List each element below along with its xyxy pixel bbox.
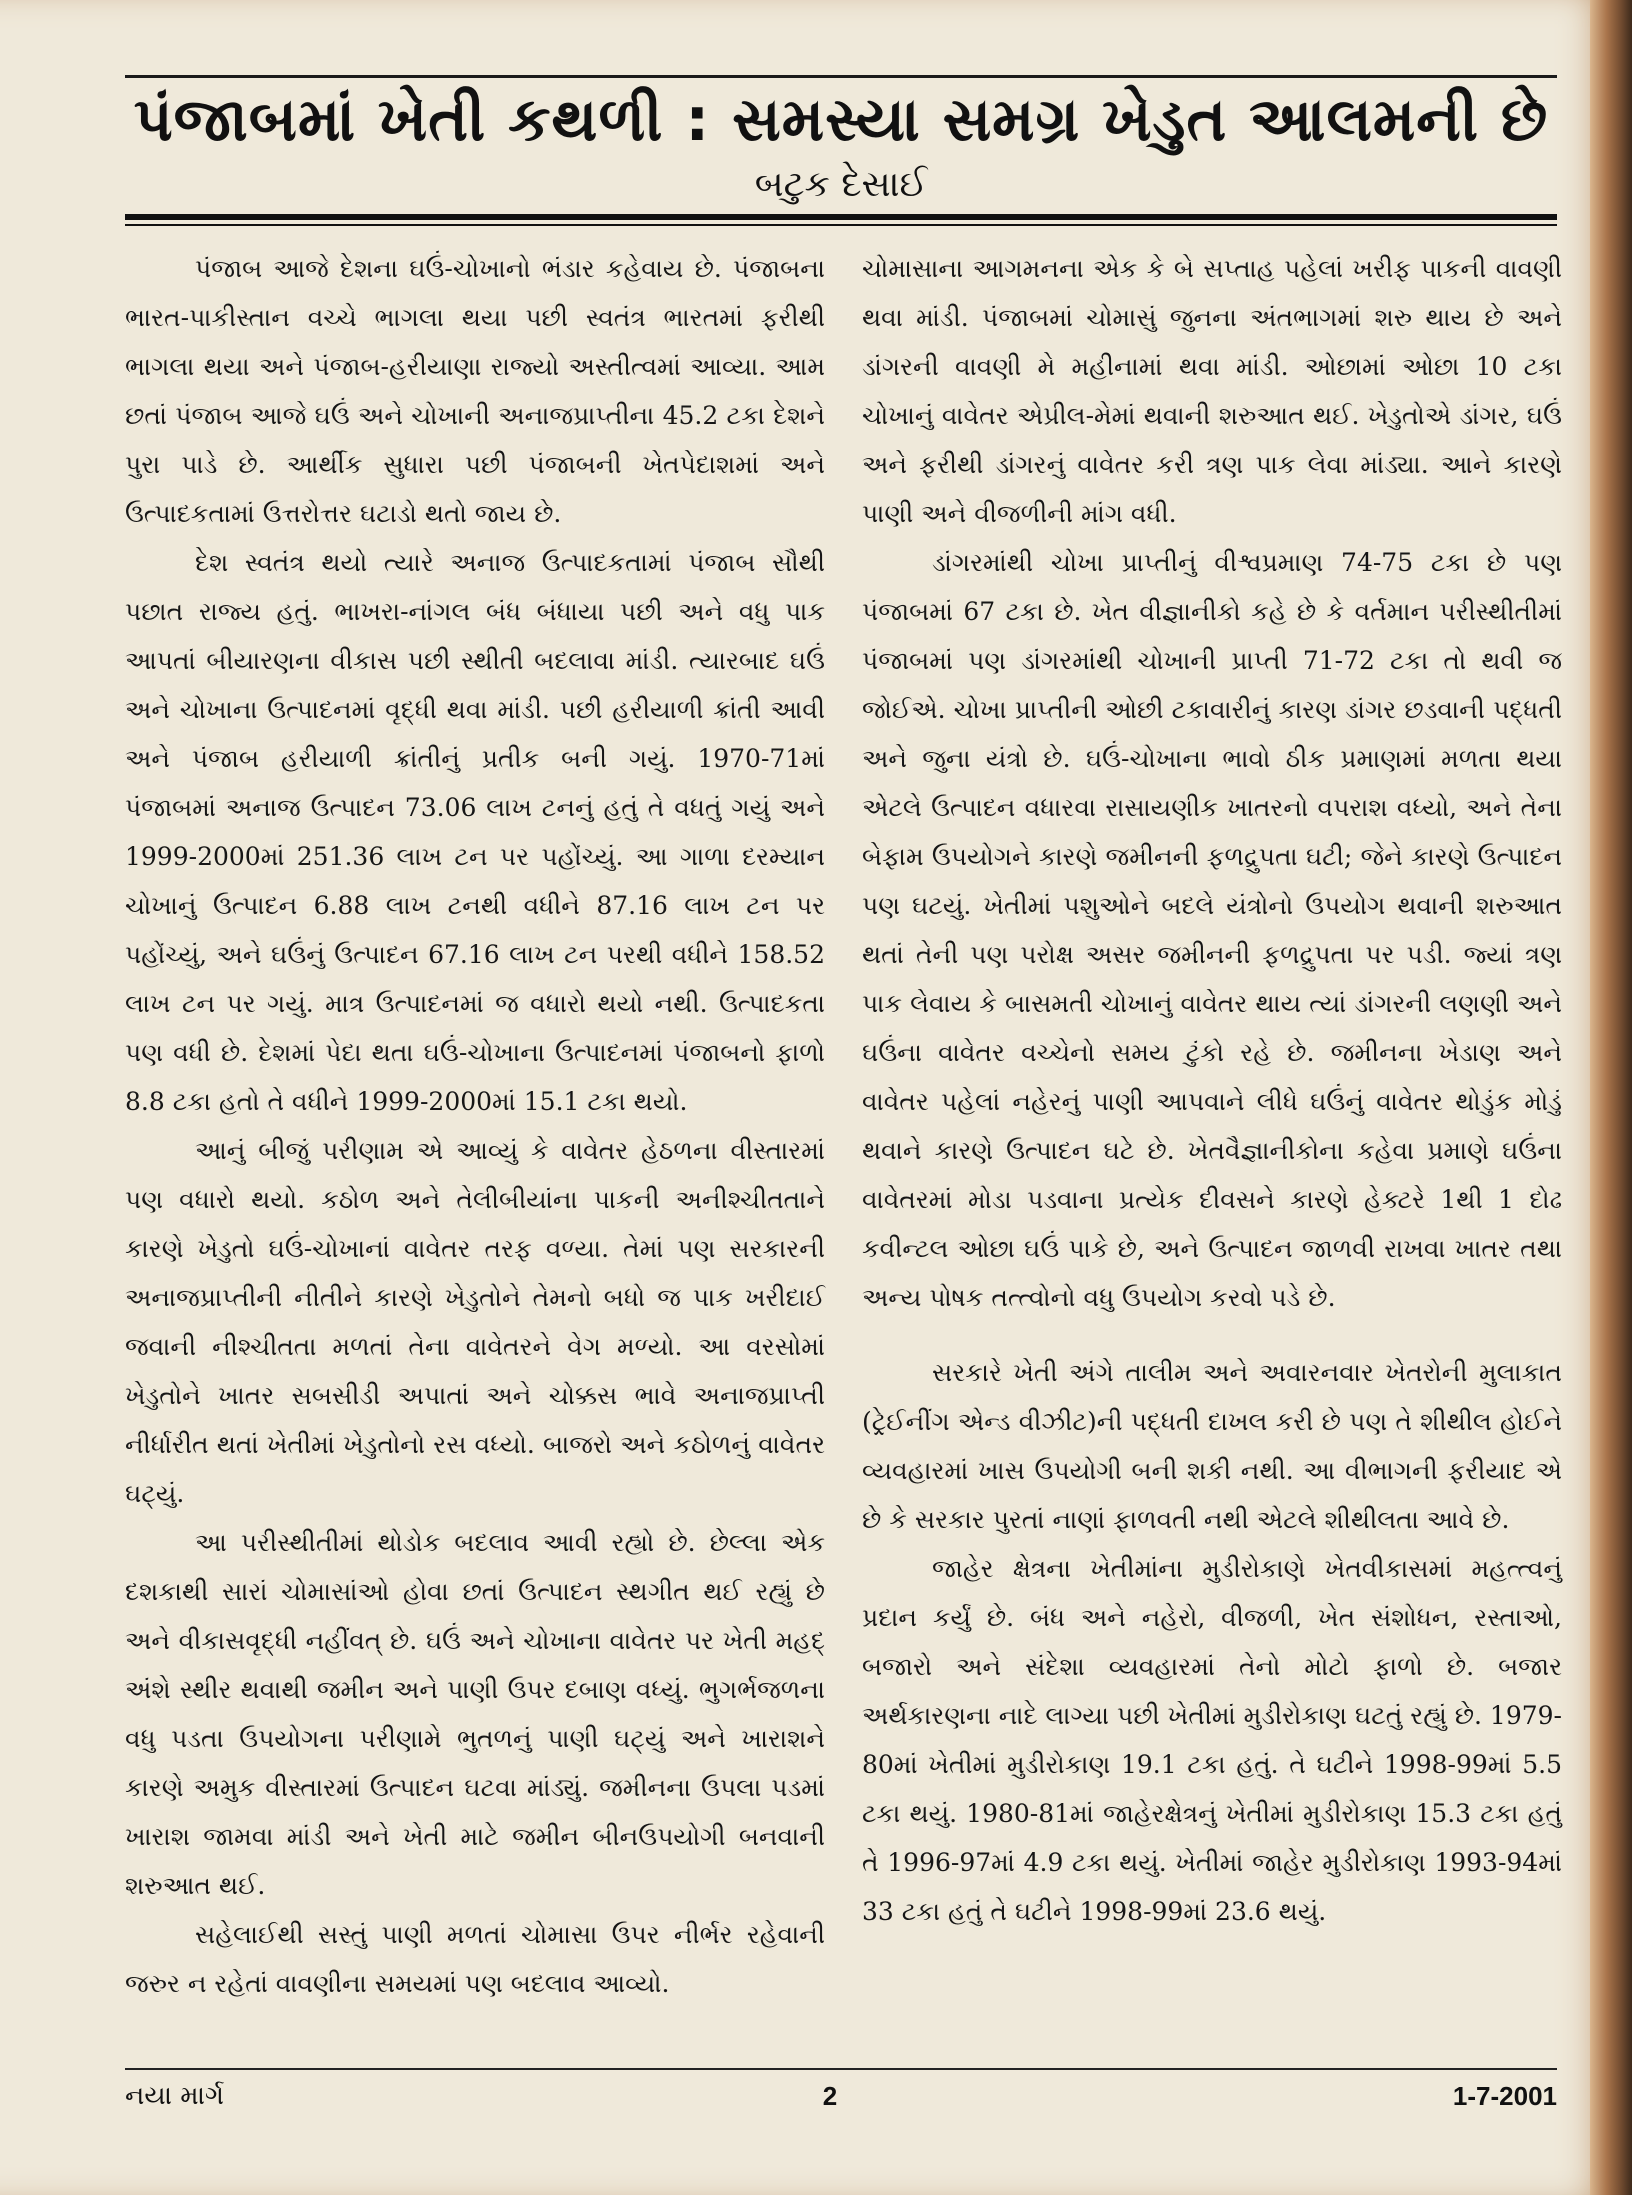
paragraph: સરકારે ખેતી અંગે તાલીમ અને અવારનવાર ખેતરોની મુલાકાત (ટ્રેઈનીંગ એન્ડ વીઝીટ)ની પદ્ધતી દાખલ કરી છે પણ તે શીથીલ હોઈને વ્યવહારમાં ખાસ ઉપયોગી બની શકી નથી. આ વીભાગની ફરીયાદ એ છે કે સરકાર પુરતાં નાણાં ફાળવતી નથી એટલે શીથીલતા આવે છે. [862, 1358, 1562, 1534]
article-headline: પંજાબમાં ખેતી કથળી : સમસ્યા સમગ્ર ખેડુત આલમની છે [133, 85, 1549, 155]
left-column [125, 244, 825, 2008]
header-rule-top [125, 75, 1557, 78]
right-column [862, 244, 1562, 1936]
page-number: 2 [822, 2081, 838, 2111]
paragraph: ડાંગરમાંથી ચોખા પ્રાપ્તીનું વીશ્વપ્રમાણ 74-75 ટકા છે પણ પંજાબમાં 67 ટકા છે. ખેત વીજ્ઞાનીકો કહે છે કે વર્તમાન પરીસ્થીતીમાં પંજાબમાં પણ ડાંગરમાંથી ચોખાની પ્રાપ્તી 71-72 ટકા તો થવી જ જોઈએ. ચોખા પ્રાપ્તીની ઓછી ટકાવારીનું કારણ ડાંગર છડવાની પદ્ધતી અને જુના યંત્રો છે. ઘઉં-ચોખાના ભાવો ઠીક પ્રમાણમાં મળતા થયા એટલે ઉત્પાદન વધારવા રાસાયણીક ખાતરનો વપરાશ વધ્યો, અને તેના બેફામ ઉપયોગને કારણે જમીનની ફળદ્રુપતા ઘટી; જેને કારણે ઉત્પાદન પણ ઘટયું. ખેતીમાં પશુઓને બદલે યંત્રોનો ઉપયોગ થવાની શરુઆત થતાં તેની પણ પરોક્ષ અસર જમીનની ફળદ્રુપતા પર પડી. જ્યાં ત્રણ પાક લેવાય કે બાસમતી ચોખાનું વાવેતર થાય ત્યાં ડાંગરની લણણી અને ઘઉંના વાવેતર વચ્ચેનો સમય ટુંકો રહે છે. જમીનના ખેડાણ અને વાવેતર પહેલાં નહેરનું પાણી આપવાને લીધે ઘઉંનું વાવેતર થોડુંક મોડું થવાને કારણે ઉત્પાદન ઘટે છે. ખેતવૈજ્ઞાનીકોના કહેવા પ્રમાણે ઘઉંના વાવેતરમાં મોડા પડવાના પ્રત્યેક દીવસને કારણે હેક્ટરે 1થી 1 દોઢ કવીન્ટલ ઓછા ઘઉં પાકે છે, અને ઉત્પાદન જાળવી રાખવા ખાતર તથા અન્ય પોષક તત્ત્વોનો વધુ ઉપયોગ કરવો પડે છે. [862, 548, 1562, 1312]
paragraph: દેશ સ્વતંત્ર થયો ત્યારે અનાજ ઉત્પાદકતામાં પંજાબ સૌથી પછાત રાજ્ય હતું. ભાખરા-નાંગલ બંધ બંધાયા પછી અને વધુ પાક આપતાં બીયારણના વીકાસ પછી સ્થીતી બદલાવા માંડી. ત્યારબાદ ઘઉં અને ચોખાના ઉત્પાદનમાં વૃદ્ધી થવા માંડી. પછી હરીયાળી ક્રાંતી આવી અને પંજાબ હરીયાળી ક્રાંતીનું પ્રતીક બની ગયું. 1970-71માં પંજાબમાં અનાજ ઉત્પાદન 73.06 લાખ ટનનું હતું તે વધતું ગયું અને 1999-2000માં 251.36 લાખ ટન પર પહોંચ્યું. આ ગાળા દરમ્યાન ચોખાનું ઉત્પાદન 6.88 લાખ ટનથી વધીને 87.16 લાખ ટન પર પહોંચ્યું, અને ઘઉંનું ઉત્પાદન 67.16 લાખ ટન પરથી વધીને 158.52 લાખ ટન પર ગયું. માત્ર ઉત્પાદનમાં જ વધારો થયો નથી. ઉત્પાદકતા પણ વધી છે. દેશમાં પેદા થતા ઘઉં-ચોખાના ઉત્પાદનમાં પંજાબનો ફાળો 8.8 ટકા હતો તે વધીને 1999-2000માં 15.1 ટકા થયો. [125, 548, 825, 1116]
paragraph: આનું બીજું પરીણામ એ આવ્યું કે વાવેતર હેઠળના વીસ્તારમાં પણ વધારો થયો. કઠોળ અને તેલીબીયાંના પાકની અનીશ્ચીતતાને કારણે ખેડુતો ઘઉં-ચોખાનાં વાવેતર તરફ વળ્યા. તેમાં પણ સરકારની અનાજપ્રાપ્તીની નીતીને કારણે ખેડુતોને તેમનો બધો જ પાક ખરીદાઈ જવાની નીશ્ચીતતા મળતાં તેના વાવેતરને વેગ મળ્યો. આ વરસોમાં ખેડુતોને ખાતર સબસીડી અપાતાં અને ચોક્કસ ભાવે અનાજપ્રાપ્તી નીર્ધારીત થતાં ખેતીમાં ખેડુતોનો રસ વધ્યો. બાજરો અને કઠોળનું વાવેતર ઘટ્યું. [125, 1136, 825, 1508]
footer-rule [125, 2068, 1557, 2070]
article-byline: બટુક દેસાઈ [754, 164, 928, 205]
header-rule-thin [125, 224, 1557, 226]
paragraph: સહેલાઈથી સસ્તું પાણી મળતાં ચોમાસા ઉપર નીર્ભર રહેવાની જરુર ન રહેતાં વાવણીના સમયમાં પણ બદલાવ આવ્યો. [125, 1920, 825, 1998]
issue-date: 1-7-2001 [1452, 2081, 1557, 2111]
paragraph: ચોમાસાના આગમનના એક કે બે સપ્તાહ પહેલાં ખરીફ પાકની વાવણી થવા માંડી. પંજાબમાં ચોમાસું જુનના અંતભાગમાં શરુ થાય છે અને ડાંગરની વાવણી મે મહીનામાં થવા માંડી. ઓછામાં ઓછા 10 ટકા ચોખાનું વાવેતર એપ્રીલ-મેમાં થવાની શરુઆત થઈ. ખેડુતોએ ડાંગર, ઘઉં અને ફરીથી ડાંગરનું વાવેતર કરી ત્રણ પાક લેવા માંડ્યા. આને કારણે પાણી અને વીજળીની માંગ વધી. [862, 254, 1562, 528]
header-rule-thick [125, 214, 1557, 220]
paragraph: આ પરીસ્થીતીમાં થોડોક બદલાવ આવી રહ્યો છે. છેલ્લા એક દશકાથી સારાં ચોમાસાંઓ હોવા છતાં ઉત્પાદન સ્થગીત થઈ રહ્યું છે અને વીકાસવૃદ્ધી નહીંવત્ છે. ઘઉં અને ચોખાના વાવેતર પર ખેતી મહદ્ અંશે સ્થીર થવાથી જમીન અને પાણી ઉપર દબાણ વધ્યું. ભુગર્ભજળના વધુ પડતા ઉપયોગના પરીણામે ભુતળનું પાણી ઘટ્યું અને ખારાશને કારણે અમુક વીસ્તારમાં ઉત્પાદન ઘટવા માંડ્યું. જમીનના ઉપલા પડમાં ખારાશ જામવા માંડી અને ખેતી માટે જમીન બીનઉપયોગી બનવાની શરુઆત થઈ. [125, 1528, 825, 1900]
torn-page-edge [1590, 0, 1632, 2195]
publication-name: નયા માર્ગ [125, 2081, 225, 2111]
paragraph: પંજાબ આજે દેશના ઘઉં-ચોખાનો ભંડાર કહેવાય છે. પંજાબના ભારત-પાકીસ્તાન વચ્ચે ભાગલા થયા પછી સ્વતંત્ર ભારતમાં ફરીથી ભાગલા થયા અને પંજાબ-હરીયાણા રાજ્યો અસ્તીત્વમાં આવ્યા. આમ છતાં પંજાબ આજે ઘઉં અને ચોખાની અનાજપ્રાપ્તીના 45.2 ટકા દેશને પુરા પાડે છે. આર્થીક સુધારા પછી પંજાબની ખેતપેદાશમાં અને ઉત્પાદકતામાં ઉત્તરોત્તર ઘટાડો થતો જાય છે. [125, 254, 825, 528]
paragraph: જાહેર ક્ષેત્રના ખેતીમાંના મુડીરોકાણે ખેતવીકાસમાં મહત્ત્વનું પ્રદાન કર્યું છે. બંધ અને નહેરો, વીજળી, ખેત સંશોધન, રસ્તાઓ, બજારો અને સંદેશા વ્યવહારમાં તેનો મોટો ફાળો છે. બજાર અર્થકારણના નાદે લાગ્યા પછી ખેતીમાં મુડીરોકાણ ઘટતું રહ્યું છે. 1979-80માં ખેતીમાં મુડીરોકાણ 19.1 ટકા હતું. તે ઘટીને 1998-99માં 5.5 ટકા થયું. 1980-81માં જાહેરક્ષેત્રનું ખેતીમાં મુડીરોકાણ 15.3 ટકા હતું તે 1996-97માં 4.9 ટકા થયું. ખેતીમાં જાહેર મુડીરોકાણ 1993-94માં 33 ટકા હતું તે ઘટીને 1998-99માં 23.6 થયું. [862, 1554, 1562, 1926]
